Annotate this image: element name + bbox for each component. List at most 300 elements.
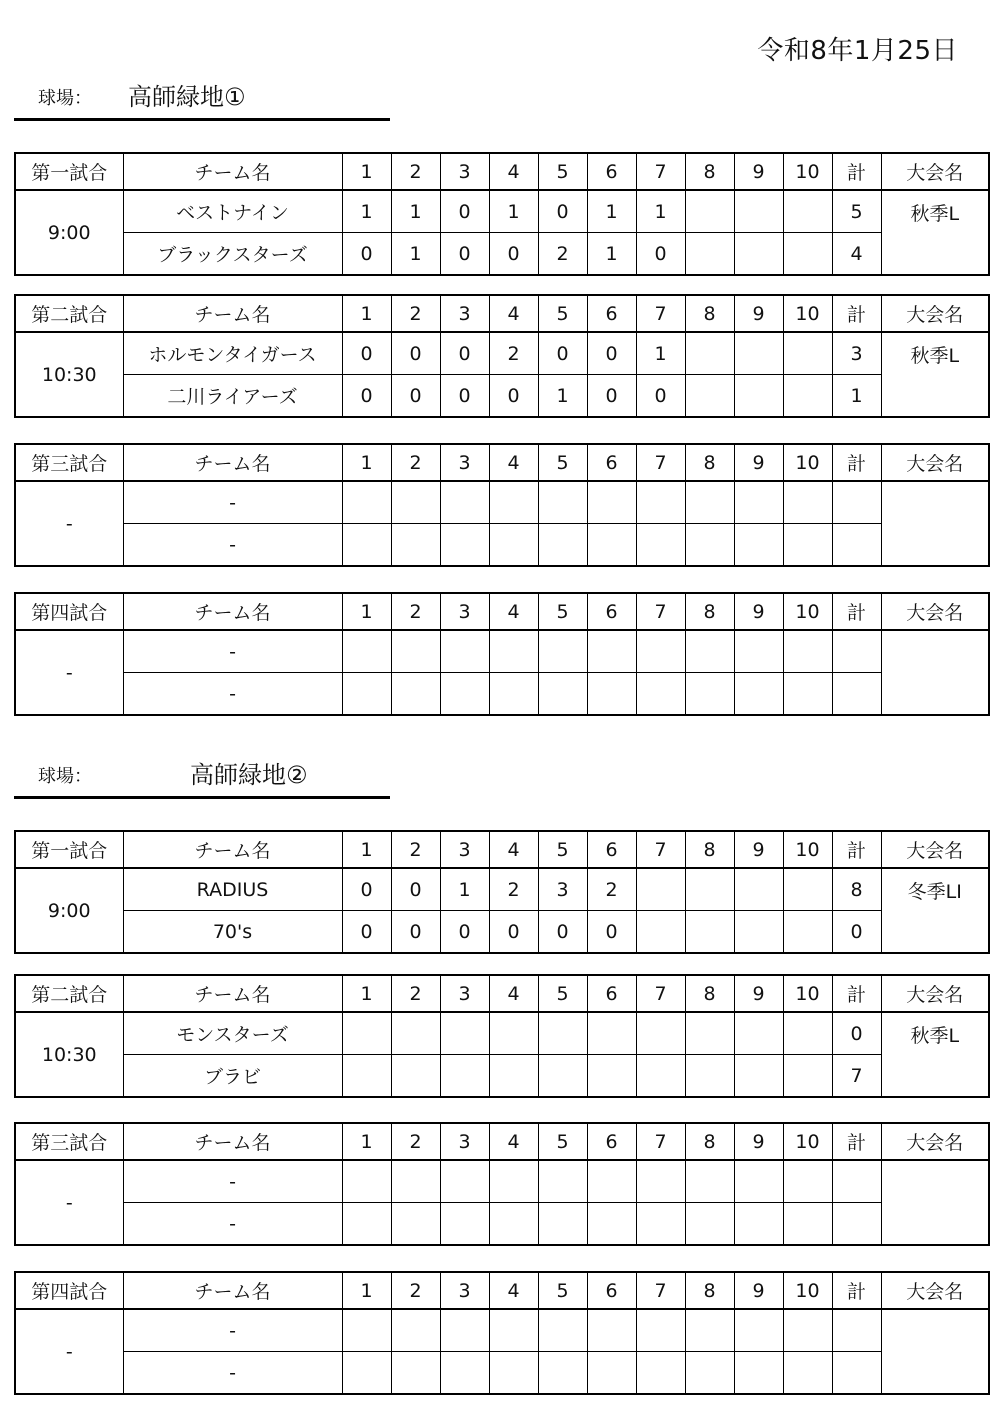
- inning-header: 1: [342, 295, 391, 332]
- document-date: 令和8年1月25日: [757, 36, 958, 66]
- inning-header: 1: [342, 153, 391, 190]
- tournament-header: 大会名: [881, 1272, 989, 1309]
- game-time: -: [15, 481, 123, 566]
- inning-header: 10: [783, 593, 832, 630]
- team-name: ホルモンタイガース: [123, 332, 342, 375]
- tournament-name: [881, 1160, 989, 1245]
- total-header: 計: [832, 593, 881, 630]
- team-row: [15, 1055, 989, 1098]
- inning-score: [783, 375, 832, 418]
- inning-score: [342, 1055, 391, 1098]
- inning-score: [391, 1160, 440, 1203]
- inning-score: 0: [342, 911, 391, 954]
- inning-score: 1: [440, 868, 489, 911]
- inning-score: [685, 375, 734, 418]
- inning-score: [783, 1055, 832, 1098]
- inning-score: 0: [538, 332, 587, 375]
- inning-header: 4: [489, 593, 538, 630]
- inning-score: [342, 673, 391, 716]
- inning-header: 10: [783, 1123, 832, 1160]
- field-header-1: [14, 78, 390, 121]
- inning-score: 2: [538, 233, 587, 276]
- inning-header: 10: [783, 444, 832, 481]
- inning-score: 0: [440, 233, 489, 276]
- inning-header: 4: [489, 444, 538, 481]
- tournament-header: 大会名: [881, 153, 989, 190]
- inning-header: 5: [538, 1272, 587, 1309]
- inning-header: 8: [685, 1123, 734, 1160]
- tournament-header: 大会名: [881, 593, 989, 630]
- inning-header: 6: [587, 1123, 636, 1160]
- inning-score: 0: [636, 375, 685, 418]
- inning-score: [538, 524, 587, 567]
- tournament-name: 冬季LI: [881, 868, 989, 953]
- team-row: [15, 1160, 989, 1203]
- inning-score: [489, 673, 538, 716]
- inning-score: 0: [391, 868, 440, 911]
- inning-header: 1: [342, 1123, 391, 1160]
- inning-header: 5: [538, 1123, 587, 1160]
- inning-header: 7: [636, 444, 685, 481]
- team-name: モンスターズ: [123, 1012, 342, 1055]
- inning-score: 0: [489, 375, 538, 418]
- inning-score: 1: [391, 190, 440, 233]
- team-header: チーム名: [123, 593, 342, 630]
- inning-header: 1: [342, 444, 391, 481]
- inning-score: [587, 524, 636, 567]
- inning-score: [342, 630, 391, 673]
- team-row: [15, 1309, 989, 1352]
- field-label: 球場：: [38, 88, 92, 109]
- inning-header: 2: [391, 831, 440, 868]
- total-score: [832, 481, 881, 524]
- inning-score: [685, 673, 734, 716]
- total-score: 0: [832, 1012, 881, 1055]
- inning-score: [685, 1352, 734, 1395]
- inning-score: [440, 1309, 489, 1352]
- inning-score: [538, 1309, 587, 1352]
- inning-score: [734, 524, 783, 567]
- total-score: 5: [832, 190, 881, 233]
- game-title: 第四試合: [15, 1272, 123, 1309]
- total-header: 計: [832, 295, 881, 332]
- inning-score: [391, 481, 440, 524]
- inning-score: [538, 1160, 587, 1203]
- inning-score: [587, 481, 636, 524]
- tournament-name: [881, 630, 989, 715]
- inning-score: [685, 868, 734, 911]
- inning-score: 0: [391, 332, 440, 375]
- game-time: -: [15, 630, 123, 715]
- inning-score: [783, 1012, 832, 1055]
- inning-score: [440, 630, 489, 673]
- inning-header: 7: [636, 975, 685, 1012]
- inning-header: 8: [685, 444, 734, 481]
- inning-header: 10: [783, 1272, 832, 1309]
- inning-score: [440, 1055, 489, 1098]
- team-header: チーム名: [123, 1123, 342, 1160]
- inning-score: [636, 1352, 685, 1395]
- inning-header: 2: [391, 1272, 440, 1309]
- tournament-name: 秋季L: [881, 332, 989, 417]
- inning-score: [734, 911, 783, 954]
- inning-score: [636, 1055, 685, 1098]
- total-score: 3: [832, 332, 881, 375]
- inning-score: [636, 911, 685, 954]
- inning-header: 9: [734, 831, 783, 868]
- inning-header: 7: [636, 1272, 685, 1309]
- inning-score: [734, 630, 783, 673]
- team-row: [15, 233, 989, 276]
- inning-score: [440, 524, 489, 567]
- inning-header: 3: [440, 295, 489, 332]
- team-name: -: [123, 481, 342, 524]
- team-row: [15, 190, 989, 233]
- field-label: 球場：: [38, 766, 92, 787]
- inning-score: [440, 481, 489, 524]
- game-table: [14, 1271, 990, 1395]
- inning-header: 9: [734, 593, 783, 630]
- inning-score: [783, 1309, 832, 1352]
- inning-score: [734, 1309, 783, 1352]
- inning-score: [783, 481, 832, 524]
- inning-header: 3: [440, 153, 489, 190]
- game-title: 第一試合: [15, 831, 123, 868]
- inning-score: 0: [342, 332, 391, 375]
- inning-score: [734, 1012, 783, 1055]
- inning-header: 5: [538, 831, 587, 868]
- team-name: ブラビ: [123, 1055, 342, 1098]
- inning-score: [734, 1160, 783, 1203]
- inning-score: 3: [538, 868, 587, 911]
- field-name: 高師緑地①: [128, 83, 246, 111]
- inning-score: [783, 911, 832, 954]
- inning-header: 4: [489, 295, 538, 332]
- inning-score: 0: [342, 868, 391, 911]
- inning-score: [636, 1012, 685, 1055]
- game-title: 第一試合: [15, 153, 123, 190]
- inning-header: 2: [391, 153, 440, 190]
- inning-score: [587, 1203, 636, 1246]
- inning-header: 9: [734, 1272, 783, 1309]
- inning-score: [685, 1160, 734, 1203]
- inning-score: [783, 1352, 832, 1395]
- inning-header: 5: [538, 153, 587, 190]
- inning-header: 6: [587, 153, 636, 190]
- total-header: 計: [832, 444, 881, 481]
- inning-score: 1: [391, 233, 440, 276]
- inning-header: 9: [734, 444, 783, 481]
- game-title: 第四試合: [15, 593, 123, 630]
- inning-score: 0: [342, 233, 391, 276]
- team-header: チーム名: [123, 831, 342, 868]
- inning-score: [538, 1012, 587, 1055]
- inning-score: 0: [538, 190, 587, 233]
- inning-score: 1: [587, 190, 636, 233]
- inning-score: [734, 1055, 783, 1098]
- inning-score: [783, 1160, 832, 1203]
- team-row: [15, 375, 989, 418]
- total-score: [832, 1309, 881, 1352]
- inning-score: [538, 481, 587, 524]
- total-score: [832, 630, 881, 673]
- inning-score: [489, 481, 538, 524]
- inning-header: 3: [440, 444, 489, 481]
- total-score: [832, 673, 881, 716]
- inning-score: 0: [440, 911, 489, 954]
- team-name: ブラックスターズ: [123, 233, 342, 276]
- game-time: 10:30: [15, 1012, 123, 1097]
- inning-score: [685, 911, 734, 954]
- inning-header: 5: [538, 444, 587, 481]
- inning-score: [538, 1203, 587, 1246]
- inning-header: 10: [783, 295, 832, 332]
- inning-score: [489, 524, 538, 567]
- field-header-2: [14, 756, 390, 799]
- inning-score: [391, 524, 440, 567]
- inning-score: [783, 868, 832, 911]
- inning-score: [685, 1055, 734, 1098]
- inning-score: 0: [489, 233, 538, 276]
- inning-header: 3: [440, 593, 489, 630]
- team-name: -: [123, 673, 342, 716]
- inning-score: [440, 1012, 489, 1055]
- inning-score: [489, 1352, 538, 1395]
- game-time: 9:00: [15, 190, 123, 275]
- inning-score: [342, 1309, 391, 1352]
- team-name: ベストナイン: [123, 190, 342, 233]
- team-row: [15, 524, 989, 567]
- inning-score: [636, 868, 685, 911]
- game-time: -: [15, 1160, 123, 1245]
- inning-header: 7: [636, 831, 685, 868]
- team-name: -: [123, 630, 342, 673]
- inning-score: 0: [440, 190, 489, 233]
- game-title: 第三試合: [15, 444, 123, 481]
- total-score: [832, 524, 881, 567]
- inning-score: 0: [587, 911, 636, 954]
- inning-header: 4: [489, 975, 538, 1012]
- inning-score: [587, 1352, 636, 1395]
- inning-score: [342, 1352, 391, 1395]
- inning-score: [636, 673, 685, 716]
- inning-header: 6: [587, 444, 636, 481]
- inning-score: [734, 481, 783, 524]
- inning-header: 2: [391, 295, 440, 332]
- inning-score: [489, 630, 538, 673]
- team-header: チーム名: [123, 1272, 342, 1309]
- team-header: チーム名: [123, 975, 342, 1012]
- inning-score: [734, 375, 783, 418]
- inning-score: [587, 1012, 636, 1055]
- inning-score: [538, 1352, 587, 1395]
- inning-score: [685, 332, 734, 375]
- inning-score: [587, 1309, 636, 1352]
- inning-header: 1: [342, 1272, 391, 1309]
- inning-score: [538, 1055, 587, 1098]
- tournament-header: 大会名: [881, 444, 989, 481]
- inning-score: [538, 673, 587, 716]
- inning-score: [391, 1055, 440, 1098]
- total-score: 8: [832, 868, 881, 911]
- total-header: 計: [832, 1272, 881, 1309]
- tournament-name: 秋季L: [881, 1012, 989, 1097]
- inning-header: 7: [636, 295, 685, 332]
- inning-score: [440, 1352, 489, 1395]
- inning-score: 1: [342, 190, 391, 233]
- inning-score: [391, 630, 440, 673]
- inning-score: [342, 524, 391, 567]
- inning-score: [734, 868, 783, 911]
- inning-score: 0: [489, 911, 538, 954]
- inning-score: 0: [538, 911, 587, 954]
- game-title: 第三試合: [15, 1123, 123, 1160]
- inning-score: [587, 1160, 636, 1203]
- game-title: 第二試合: [15, 295, 123, 332]
- inning-score: [636, 1309, 685, 1352]
- inning-score: [685, 190, 734, 233]
- inning-score: [489, 1055, 538, 1098]
- team-row: [15, 868, 989, 911]
- inning-header: 7: [636, 1123, 685, 1160]
- inning-score: 1: [636, 332, 685, 375]
- game-time: 9:00: [15, 868, 123, 953]
- tournament-header: 大会名: [881, 831, 989, 868]
- inning-score: 2: [489, 868, 538, 911]
- inning-score: [734, 190, 783, 233]
- inning-score: [636, 524, 685, 567]
- game-table: [14, 443, 990, 567]
- inning-score: [734, 1352, 783, 1395]
- inning-header: 8: [685, 1272, 734, 1309]
- inning-header: 8: [685, 975, 734, 1012]
- total-header: 計: [832, 975, 881, 1012]
- inning-score: [636, 481, 685, 524]
- inning-header: 8: [685, 295, 734, 332]
- tournament-header: 大会名: [881, 295, 989, 332]
- inning-score: [685, 233, 734, 276]
- inning-header: 6: [587, 295, 636, 332]
- inning-score: [685, 481, 734, 524]
- total-score: 1: [832, 375, 881, 418]
- team-row: [15, 1012, 989, 1055]
- inning-header: 10: [783, 975, 832, 1012]
- inning-header: 6: [587, 975, 636, 1012]
- inning-score: [391, 1203, 440, 1246]
- inning-score: [636, 630, 685, 673]
- team-name: -: [123, 1160, 342, 1203]
- team-name: RADIUS: [123, 868, 342, 911]
- tournament-header: 大会名: [881, 975, 989, 1012]
- total-score: [832, 1203, 881, 1246]
- inning-score: [538, 630, 587, 673]
- inning-score: [783, 630, 832, 673]
- total-score: [832, 1352, 881, 1395]
- inning-score: [734, 1203, 783, 1246]
- inning-header: 2: [391, 1123, 440, 1160]
- team-name: -: [123, 1203, 342, 1246]
- inning-score: [489, 1203, 538, 1246]
- inning-header: 6: [587, 1272, 636, 1309]
- inning-score: 0: [391, 911, 440, 954]
- inning-score: 2: [587, 868, 636, 911]
- team-row: [15, 481, 989, 524]
- inning-score: 1: [489, 190, 538, 233]
- game-time: -: [15, 1309, 123, 1394]
- inning-header: 8: [685, 153, 734, 190]
- team-row: [15, 630, 989, 673]
- inning-header: 1: [342, 975, 391, 1012]
- total-header: 計: [832, 1123, 881, 1160]
- field-name: 高師緑地②: [190, 761, 308, 789]
- team-row: [15, 673, 989, 716]
- inning-header: 9: [734, 153, 783, 190]
- inning-header: 5: [538, 975, 587, 1012]
- total-score: 4: [832, 233, 881, 276]
- inning-score: [391, 1012, 440, 1055]
- inning-score: [685, 1309, 734, 1352]
- inning-score: [489, 1012, 538, 1055]
- inning-score: [489, 1160, 538, 1203]
- inning-score: [587, 673, 636, 716]
- team-name: -: [123, 524, 342, 567]
- inning-score: [342, 1160, 391, 1203]
- inning-score: 0: [342, 375, 391, 418]
- inning-header: 6: [587, 831, 636, 868]
- inning-header: 4: [489, 831, 538, 868]
- inning-score: [783, 190, 832, 233]
- inning-header: 8: [685, 593, 734, 630]
- inning-score: [783, 1203, 832, 1246]
- inning-score: 1: [587, 233, 636, 276]
- inning-score: 2: [489, 332, 538, 375]
- inning-score: 0: [440, 332, 489, 375]
- total-header: 計: [832, 153, 881, 190]
- inning-score: [391, 1352, 440, 1395]
- tournament-name: [881, 1309, 989, 1394]
- team-row: [15, 332, 989, 375]
- inning-header: 4: [489, 1272, 538, 1309]
- inning-header: 3: [440, 831, 489, 868]
- inning-score: [734, 332, 783, 375]
- inning-header: 3: [440, 1123, 489, 1160]
- inning-score: [440, 1160, 489, 1203]
- inning-score: [685, 630, 734, 673]
- inning-score: 0: [636, 233, 685, 276]
- game-table: [14, 294, 990, 418]
- inning-header: 5: [538, 593, 587, 630]
- inning-header: 2: [391, 975, 440, 1012]
- inning-header: 7: [636, 593, 685, 630]
- inning-header: 2: [391, 593, 440, 630]
- game-table: [14, 592, 990, 716]
- team-header: チーム名: [123, 444, 342, 481]
- game-title: 第二試合: [15, 975, 123, 1012]
- inning-header: 4: [489, 153, 538, 190]
- inning-score: [391, 1309, 440, 1352]
- inning-score: [489, 1309, 538, 1352]
- inning-header: 5: [538, 295, 587, 332]
- inning-header: 7: [636, 153, 685, 190]
- team-name: 二川ライアーズ: [123, 375, 342, 418]
- total-score: 0: [832, 911, 881, 954]
- inning-score: 0: [587, 375, 636, 418]
- inning-score: [783, 673, 832, 716]
- inning-score: [685, 524, 734, 567]
- team-row: [15, 911, 989, 954]
- team-header: チーム名: [123, 295, 342, 332]
- tournament-name: [881, 481, 989, 566]
